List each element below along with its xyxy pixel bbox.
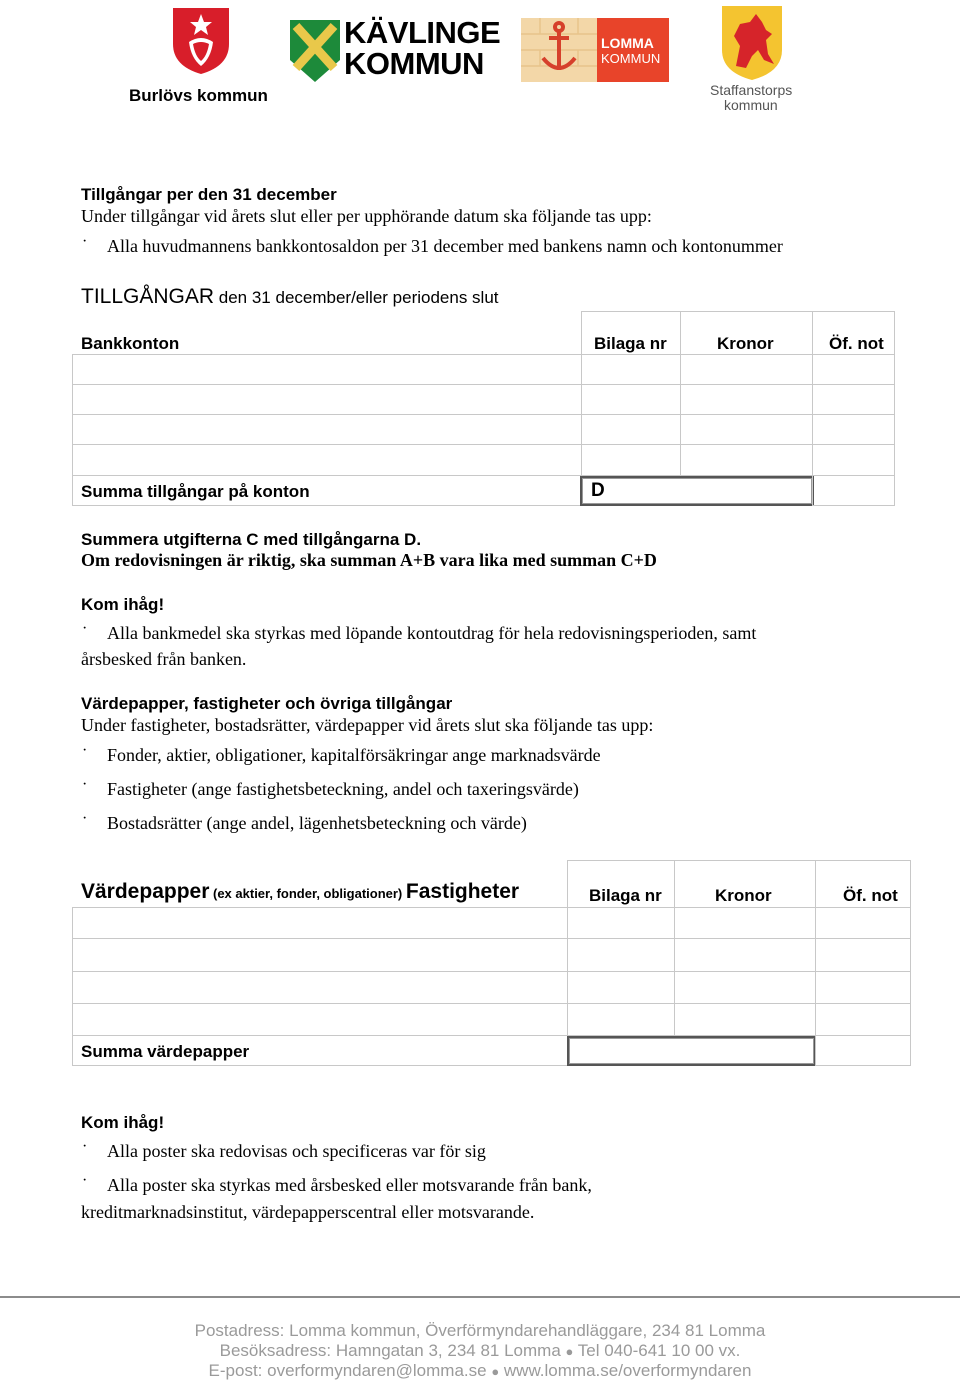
bullet-icon: · — [82, 742, 88, 759]
remember1-bullet-cont: årsbesked från banken. — [81, 649, 247, 669]
remember-heading-1: Kom ihåg! — [81, 595, 165, 614]
table2-kronor-input[interactable] — [674, 971, 816, 1004]
section1-bullet: Alla huvudmannens bankkontosaldon per 31 december med bankens namn och kontonummer — [107, 236, 783, 256]
bullet-icon: · — [82, 1138, 88, 1155]
table2-col-of: Öf. not — [843, 886, 898, 905]
section2-heading: Värdepapper, fastigheter och övriga tillgångar — [81, 694, 453, 713]
table2-col-bilaga: Bilaga nr — [589, 886, 662, 905]
remember2-bullet1: Alla poster ska redovisas och specificeras var för sig — [107, 1141, 486, 1161]
burlov-logo-text: Burlövs kommun — [129, 86, 268, 105]
table1-of-input[interactable] — [812, 354, 895, 385]
table1-bilaga-input[interactable] — [581, 414, 681, 445]
bullet-icon: · — [82, 1172, 88, 1189]
section2-bullet: Bostadsrätter (ange andel, lägenhetsbeteckning och värde) — [107, 813, 527, 833]
table2-title-a: Värdepapper — [81, 880, 210, 903]
table1-sum-of-cell[interactable] — [812, 475, 895, 506]
table2-bilaga-input[interactable] — [567, 907, 675, 939]
bullet-icon: · — [82, 620, 88, 637]
table2-kronor-input[interactable] — [674, 1003, 816, 1036]
table2-of-input[interactable] — [815, 907, 911, 939]
bullet-icon: · — [82, 810, 88, 827]
table1-account-input[interactable] — [72, 354, 582, 385]
table2-sum-label: Summa värdepapper — [81, 1042, 250, 1061]
table1-sum-input[interactable] — [580, 476, 814, 506]
table1-title — [81, 285, 499, 309]
summary-line2: Om redovisningen är riktig, ska summan A+B vara lika med summan C+D — [81, 550, 657, 570]
remember2-bullet2: Alla poster ska styrkas med årsbesked eller motsvarande från bank, — [107, 1175, 592, 1195]
table2-kronor-input[interactable] — [674, 907, 816, 939]
section2-bullet: Fonder, aktier, obligationer, kapitalförsäkringar ange marknadsvärde — [107, 745, 601, 765]
table2-bilaga-input[interactable] — [567, 938, 675, 972]
footer-visit-address: Besöksadress: Hamngatan 3, 234 81 Lomma — [219, 1341, 561, 1360]
burlov-shield-icon — [171, 6, 231, 76]
table1-bilaga-input[interactable] — [581, 354, 681, 385]
table2-title — [81, 880, 519, 904]
staffanstorp-lion-shield-icon — [722, 6, 782, 80]
footer-phone: Tel 040-641 10 00 vx. — [577, 1341, 741, 1360]
dot-separator-icon: ● — [491, 1364, 500, 1379]
footer-email[interactable]: E-post: overformyndaren@lomma.se — [208, 1361, 487, 1380]
table1-of-input[interactable] — [812, 444, 895, 476]
table1-bilaga-input[interactable] — [581, 384, 681, 415]
table1-kronor-input[interactable] — [680, 354, 813, 385]
table2-bilaga-input[interactable] — [567, 1003, 675, 1036]
kavlinge-logo-line1: KÄVLINGE — [344, 15, 501, 50]
table2-col-kronor: Kronor — [715, 886, 772, 905]
logo-staffanstorp — [706, 6, 806, 112]
section2-bullet: Fastigheter (ange fastighetsbeteckning, andel och taxeringsvärde) — [107, 779, 579, 799]
logo-lomma — [521, 18, 669, 82]
table1-kronor-input[interactable] — [680, 444, 813, 476]
staffanstorp-logo-line2: kommun — [724, 97, 778, 113]
table2-item-input[interactable] — [72, 1003, 568, 1036]
table1-col-bilaga: Bilaga nr — [594, 334, 667, 353]
table1-bilaga-input[interactable] — [581, 444, 681, 476]
remember1-bullet: Alla bankmedel ska styrkas med löpande kontoutdrag för hela redovisningsperioden, samt — [107, 623, 757, 643]
lomma-logo-line1: LOMMA — [601, 35, 654, 51]
lomma-logo-line2: KOMMUN — [601, 51, 661, 66]
lomma-anchor-icon — [521, 18, 597, 82]
table1-account-input[interactable] — [72, 384, 582, 415]
table2-bilaga-input[interactable] — [567, 971, 675, 1004]
table2-title-b: (ex aktier, fonder, obligationer) — [209, 886, 406, 901]
table1-col-account: Bankkonton — [81, 334, 180, 353]
logo-burlov — [125, 6, 280, 106]
bullet-icon: · — [82, 776, 88, 793]
table2-item-input[interactable] — [72, 938, 568, 972]
remember2-bullet2-cont: kreditmarknadsinstitut, värdepapperscentral eller motsvarande. — [81, 1202, 535, 1222]
section1-intro: Under tillgångar vid årets slut eller per upphörande datum ska följande tas upp: — [81, 206, 652, 226]
table2-of-input[interactable] — [815, 971, 911, 1004]
footer-visit-line — [0, 1341, 960, 1361]
table1-account-input[interactable] — [72, 414, 582, 445]
table1-sum-marker: D — [591, 480, 605, 501]
table1-kronor-input[interactable] — [680, 384, 813, 415]
section2-intro: Under fastigheter, bostadsrätter, värdepapper vid årets slut ska följande tas upp: — [81, 715, 654, 735]
footer-website[interactable]: www.lomma.se/overformyndaren — [503, 1361, 752, 1380]
table1-sum-label: Summa tillgångar på konton — [81, 482, 310, 501]
summary-line1: Summera utgifterna C med tillgångarna D. — [81, 530, 422, 549]
kavlinge-shield-icon — [290, 20, 340, 82]
table2-of-input[interactable] — [815, 938, 911, 972]
footer-contact-line — [0, 1361, 960, 1381]
table2-item-input[interactable] — [72, 907, 568, 939]
table1-of-input[interactable] — [812, 414, 895, 445]
remember-heading-2: Kom ihåg! — [81, 1113, 165, 1132]
table1-title-rest: den 31 december/eller periodens slut — [214, 288, 499, 307]
dot-separator-icon: ● — [565, 1344, 574, 1359]
table2-title-c: Fastigheter — [405, 880, 520, 903]
kavlinge-logo-line2: KOMMUN — [344, 46, 484, 81]
table2-of-input[interactable] — [815, 1003, 911, 1036]
table1-col-kronor: Kronor — [717, 334, 774, 353]
table2-sum-input[interactable] — [567, 1036, 816, 1066]
table2-sum-of-cell[interactable] — [815, 1035, 911, 1066]
bullet-icon: · — [82, 233, 88, 250]
table1-account-input[interactable] — [72, 444, 582, 476]
table1-title-big: TILLGÅNGAR — [81, 285, 215, 308]
footer-postal-address: Postadress: Lomma kommun, Överförmyndarehandläggare, 234 81 Lomma — [194, 1321, 766, 1340]
table2-kronor-input[interactable] — [674, 938, 816, 972]
table1-of-input[interactable] — [812, 384, 895, 415]
section1-heading: Tillgångar per den 31 december — [81, 185, 337, 204]
logo-kavlinge — [290, 15, 501, 88]
table1-kronor-input[interactable] — [680, 414, 813, 445]
table1-col-of: Öf. not — [829, 334, 884, 353]
footer-divider — [0, 1296, 960, 1298]
staffanstorp-logo-line1: Staffanstorps — [710, 82, 793, 98]
table2-item-input[interactable] — [72, 971, 568, 1004]
